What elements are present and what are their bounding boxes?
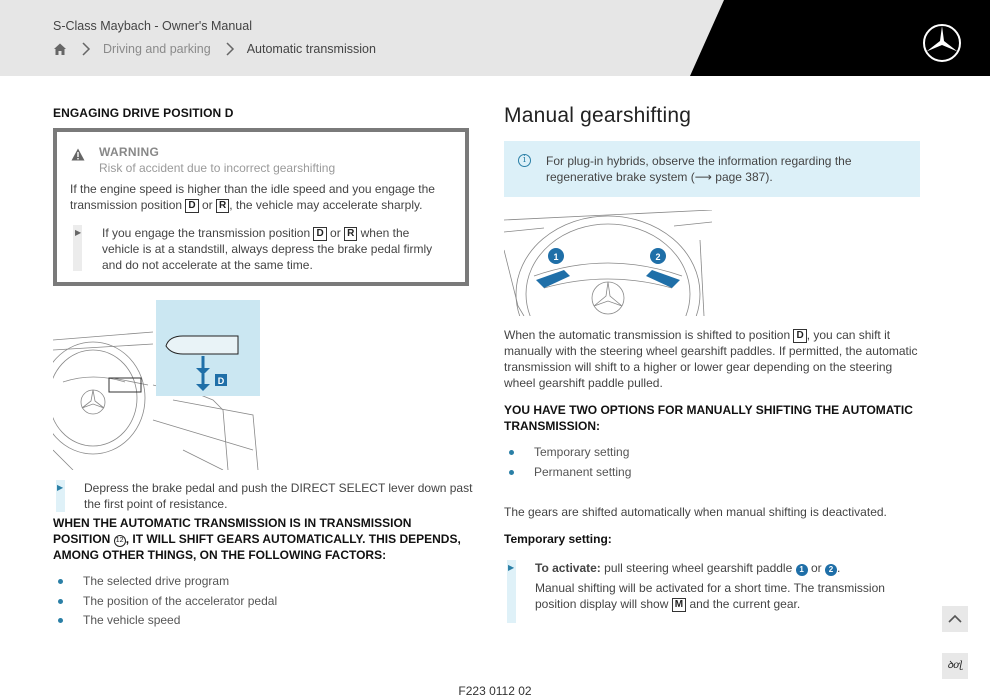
warning-text: If the engine speed is higher than the idle speed and you engage the transmission position D or R , the vehicle may accelerate sharply. xyxy=(70,182,435,212)
page-header xyxy=(0,0,990,76)
info-icon: i xyxy=(518,154,531,167)
list-item: The position of the accelerator pedal xyxy=(53,593,453,613)
steering-paddles-illustration xyxy=(504,210,712,316)
breadcrumb-current: Automatic transmission xyxy=(246,42,376,56)
list-item: The vehicle speed xyxy=(53,612,453,632)
warning-subtitle: Risk of accident due to incorrect gearshifting xyxy=(99,161,336,175)
page-title: Manual gearshifting xyxy=(504,104,692,127)
paddle-1-badge: 1 xyxy=(796,564,808,576)
info-text: For plug-in hybrids, observe the information regarding the regenerative brake system (⟶ page 387). xyxy=(546,154,852,184)
step-arrow-icon: ▶ xyxy=(57,483,64,492)
direct-select-illustration xyxy=(53,300,263,470)
chevron-right-icon xyxy=(81,42,91,56)
breadcrumb-link-driving[interactable]: Driving and parking xyxy=(103,42,211,56)
chevron-up-icon xyxy=(942,619,968,636)
secondary-floating-button[interactable]: ꝺơɭ xyxy=(942,653,968,679)
home-icon[interactable] xyxy=(53,42,67,56)
step-arrow-icon: ▶ xyxy=(75,228,82,237)
warning-title: WARNING xyxy=(99,145,160,159)
key-d-badge: D xyxy=(793,329,806,343)
key-d-badge: D xyxy=(313,227,326,241)
section-heading-automatic-shift: WHEN THE AUTOMATIC TRANSMISSION IS IN TRANSMISSION POSITION 12 , IT WILL SHIFT GEARS AUTOMATICALLY. THIS DEPENDS, AMONG OTHER THINGS, ON THE FOLLOWING FACTORS: xyxy=(53,516,461,562)
circled-number-badge: 12 xyxy=(114,535,126,547)
options-list xyxy=(504,444,904,483)
list-item: The selected drive program xyxy=(53,573,453,593)
key-d-badge: D xyxy=(185,199,198,213)
step-activate-note: Manual shifting will be activated for a short time. The transmission position display will show M and the current gear. xyxy=(535,581,885,611)
manual-shift-paragraph: When the automatic transmission is shifted to position D , you can shift it manually with the steering wheel gearshift paddles. If permitted, the automatic transmission will shift to a higher or lower gear depending on the steering wheel gearshift paddle pulled. xyxy=(504,328,918,390)
paddle-2-badge: 2 xyxy=(825,564,837,576)
subheading-temporary-setting: Temporary setting: xyxy=(504,532,612,546)
list-item: Temporary setting xyxy=(504,444,904,464)
chevron-right-icon xyxy=(225,42,235,56)
key-r-badge: R xyxy=(216,199,229,213)
figure-code-footer: F223 0112 02 xyxy=(458,684,532,698)
key-m-badge: M xyxy=(672,598,686,612)
scroll-to-top-button[interactable] xyxy=(942,606,968,632)
step-depress-brake-text: Depress the brake pedal and push the DIRECT SELECT lever down past the first point of resistance. xyxy=(84,481,473,511)
step-depress-brake xyxy=(53,480,473,512)
section-heading-two-options: YOU HAVE TWO OPTIONS FOR MANUALLY SHIFTING THE AUTOMATIC TRANSMISSION: xyxy=(504,403,913,433)
deactivated-paragraph: The gears are shifted automatically when manual shifting is deactivated. xyxy=(504,505,887,519)
step-activate xyxy=(504,560,920,623)
factors-list xyxy=(53,573,453,632)
key-r-badge: R xyxy=(344,227,357,241)
warning-box xyxy=(53,128,469,286)
illustration-label-2: 2 xyxy=(655,252,661,262)
warning-step-text: If you engage the transmission position D or R when the vehicle is at a standstill, always depress the brake pedal firmly and do not accelerate at the same time. xyxy=(102,226,433,272)
breadcrumb xyxy=(53,42,376,56)
illustration-d-label: D xyxy=(217,376,225,386)
info-box xyxy=(504,141,920,197)
section-heading-drive-d: ENGAGING DRIVE POSITION D xyxy=(53,106,234,120)
step-activate-text: To activate: pull steering wheel gearshift paddle 1 or 2 . xyxy=(535,561,841,575)
list-item: Permanent setting xyxy=(504,464,904,484)
mercedes-star-icon xyxy=(922,23,962,63)
warning-triangle-icon xyxy=(71,148,85,161)
illustration-label-1: 1 xyxy=(553,252,559,262)
document-title: S-Class Maybach - Owner's Manual xyxy=(53,19,252,33)
warning-step xyxy=(70,225,450,271)
step-arrow-icon: ▶ xyxy=(508,563,515,572)
